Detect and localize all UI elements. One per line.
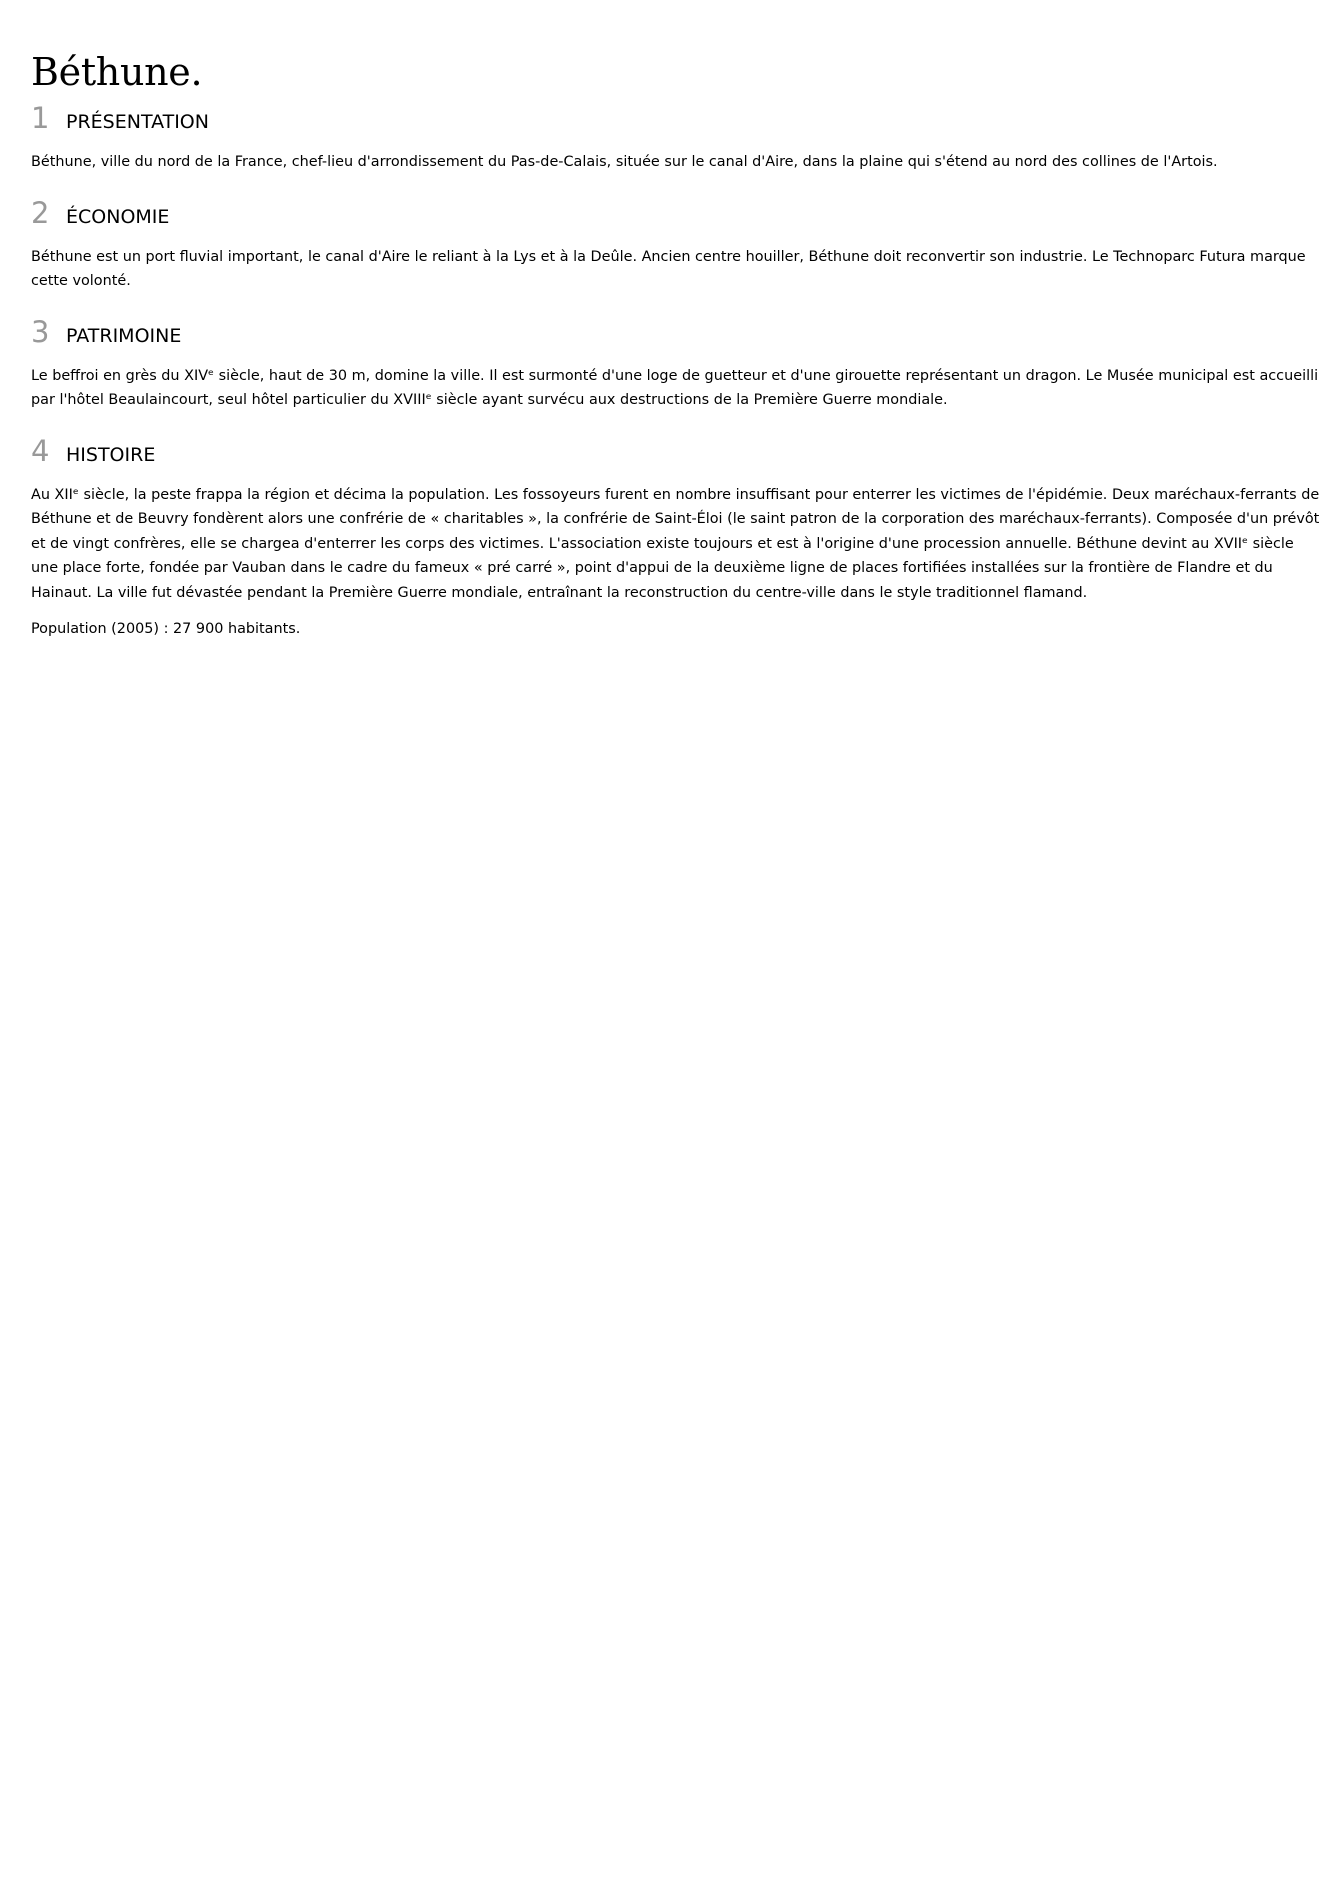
paragraph: Béthune est un port fluvial important, le canal d'Aire le reliant à la Lys et à la Deûle. Ancien centre houiller, Béthune doit reconvertir son industrie. Le Technoparc Futura marque cette volonté. [31,248,1306,289]
section-header [31,193,1321,233]
section-histoire [31,431,1321,642]
page-title: Béthune. [31,50,203,94]
paragraph: Au XIIᵉ siècle, la peste frappa la région et décima la population. Les fossoyeurs furent en nombre insuffisant pour enterrer les victimes de l'épidémie. Deux maréchaux-ferrants de Béthune et de Beuvry fondèrent alors une confrérie de « charitables », la confrérie de Saint-Éloi (le saint patron de la corporation des maréchaux-ferrants). Composée d'un prévôt et de vingt confrères, elle se chargea d'enterrer les corps des victimes. L'association existe toujours et est à l'origine d'une procession annuelle. Béthune devint au XVIIᵉ siècle une place forte, fondée par Vauban dans le cadre du fameux « pré carré », point d'appui de la deuxième ligne de places fortifiées installées sur la frontière de Flandre et du Hainaut. La ville fut dévastée pendant la Première Guerre mondiale, entraînant la reconstruction du centre-ville dans le style traditionnel flamand. [31,486,1320,601]
section-number: 2 [31,195,50,230]
section-heading: PRÉSENTATION [66,111,209,133]
section-number: 3 [31,314,50,349]
section-header [31,98,1321,138]
section-economie [31,193,1321,294]
section-heading: ÉCONOMIE [66,205,170,228]
section-number: 1 [31,101,50,135]
section-header [31,431,1321,471]
section-heading: PATRIMOINE [66,324,182,347]
section-header [31,312,1321,352]
section-heading: HISTOIRE [66,443,156,466]
paragraph: Le beffroi en grès du XIVᵉ siècle, haut de 30 m, domine la ville. Il est surmonté d'une loge de guetteur et d'une girouette représentant un dragon. Le Musée municipal est accueilli par l'hôtel Beaulaincourt, seul hôtel particulier du XVIIIᵉ siècle ayant survécu aux destructions de la Première Guerre mondiale. [31,367,1319,408]
document-page [31,48,1321,642]
paragraph: Béthune, ville du nord de la France, chef-lieu d'arrondissement du Pas-de-Calais, située sur le canal d'Aire, dans la plaine qui s'étend au nord des collines de l'Artois. [31,154,1218,170]
section-patrimoine [31,312,1321,413]
population-paragraph: Population (2005) : 27 900 habitants. [31,621,301,637]
section-presentation [31,98,1321,175]
section-number: 4 [31,433,50,468]
